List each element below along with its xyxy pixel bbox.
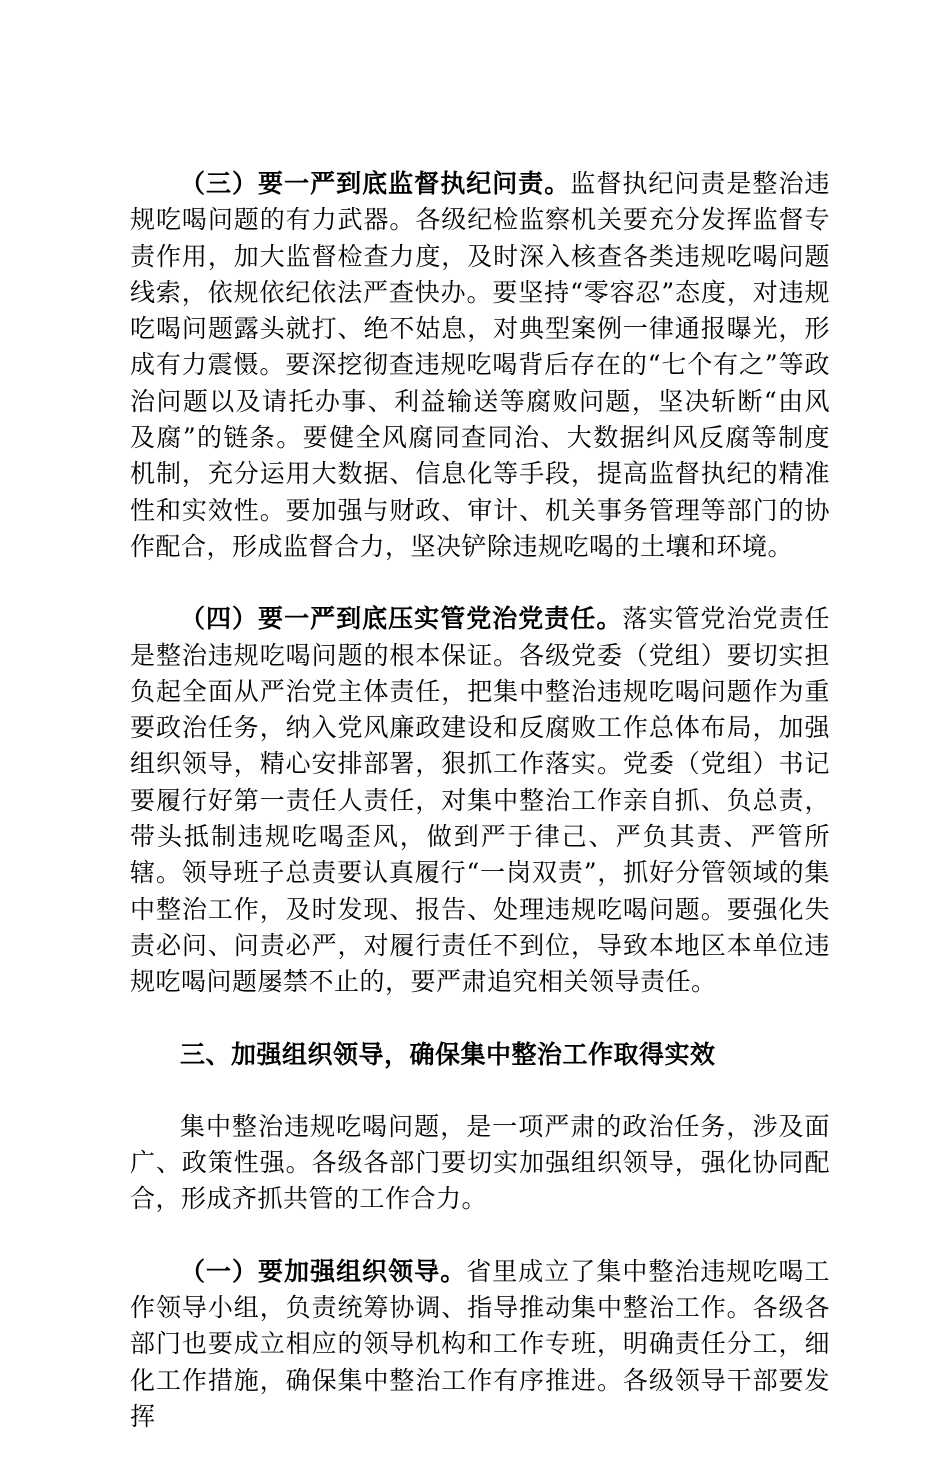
paragraph-lead: （一）要加强组织领导。 [180, 1256, 467, 1286]
paragraph-responsibility [130, 601, 830, 1000]
paragraph-lead: （四）要一严到底压实管党治党责任。 [180, 604, 623, 634]
paragraph-intro: 集中整治违规吃喝问题，是一项严肃的政治任务，涉及面广、政策性强。各级各部门要切实加强组织领导，强化协同配合，形成齐抓共管的工作合力。 [130, 1111, 830, 1214]
section-heading: 三、加强组织领导，确保集中整治工作取得实效 [180, 1039, 716, 1069]
paragraph-lead: （三）要一严到底监督执纪问责。 [180, 169, 571, 198]
document-page [130, 166, 830, 1471]
paragraph-body: 监督执纪问责是整治违规吃喝问题的有力武器。各级纪检监察机关要充分发挥监督专责作用，加大监督检查力度，及时深入核查各类违规吃喝问题线索，依规依纪依法严查快办。要坚持“零容忍”态度，对违规吃喝问题露头就打、绝不姑息，对典型案例一律通报曝光，形成有力震慑。要深挖彻查违规吃喝背后存在的“七个有之”等政治问题以及请托办事、利益输送等腐败问题，坚决斩断“由风及腐”的链条。要健全风腐同查同治、大数据纠风反腐等制度机制，充分运用大数据、信息化等手段，提高监督执纪的精准性和实效性。要加强与财政、审计、机关事务管理等部门的协作配合，形成监督合力，坚决铲除违规吃喝的土壤和环境。 [130, 169, 830, 561]
paragraph-organization [130, 1254, 830, 1435]
paragraph-body: 省里成立了集中整治违规吃喝工作领导小组，负责统筹协调、指导推动集中整治工作。各级各部门也要成立相应的领导机构和工作专班，明确责任分工，细化工作措施，确保集中整治工作有序推进。各级领导干部要发挥 [130, 1256, 830, 1431]
paragraph-body: 落实管党治党责任是整治违规吃喝问题的根本保证。各级党委（党组）要切实担负起全面从严治党主体责任，把集中整治违规吃喝问题作为重要政治任务，纳入党风廉政建设和反腐败工作总体布局，加强组织领导，精心安排部署，狠抓工作落实。党委（党组）书记要履行好第一责任人责任，对集中整治工作亲自抓、负总责，带头抵制违规吃喝歪风，做到严于律己、严负其责、严管所辖。领导班子总责要认真履行“一岗双责”，抓好分管领域的集中整治工作，及时发现、报告、处理违规吃喝问题。要强化失责必问、问责必严，对履行责任不到位，导致本地区本单位违规吃喝问题屡禁不止的，要严肃追究相关领导责任。 [130, 604, 830, 997]
paragraph-supervision [130, 166, 830, 565]
